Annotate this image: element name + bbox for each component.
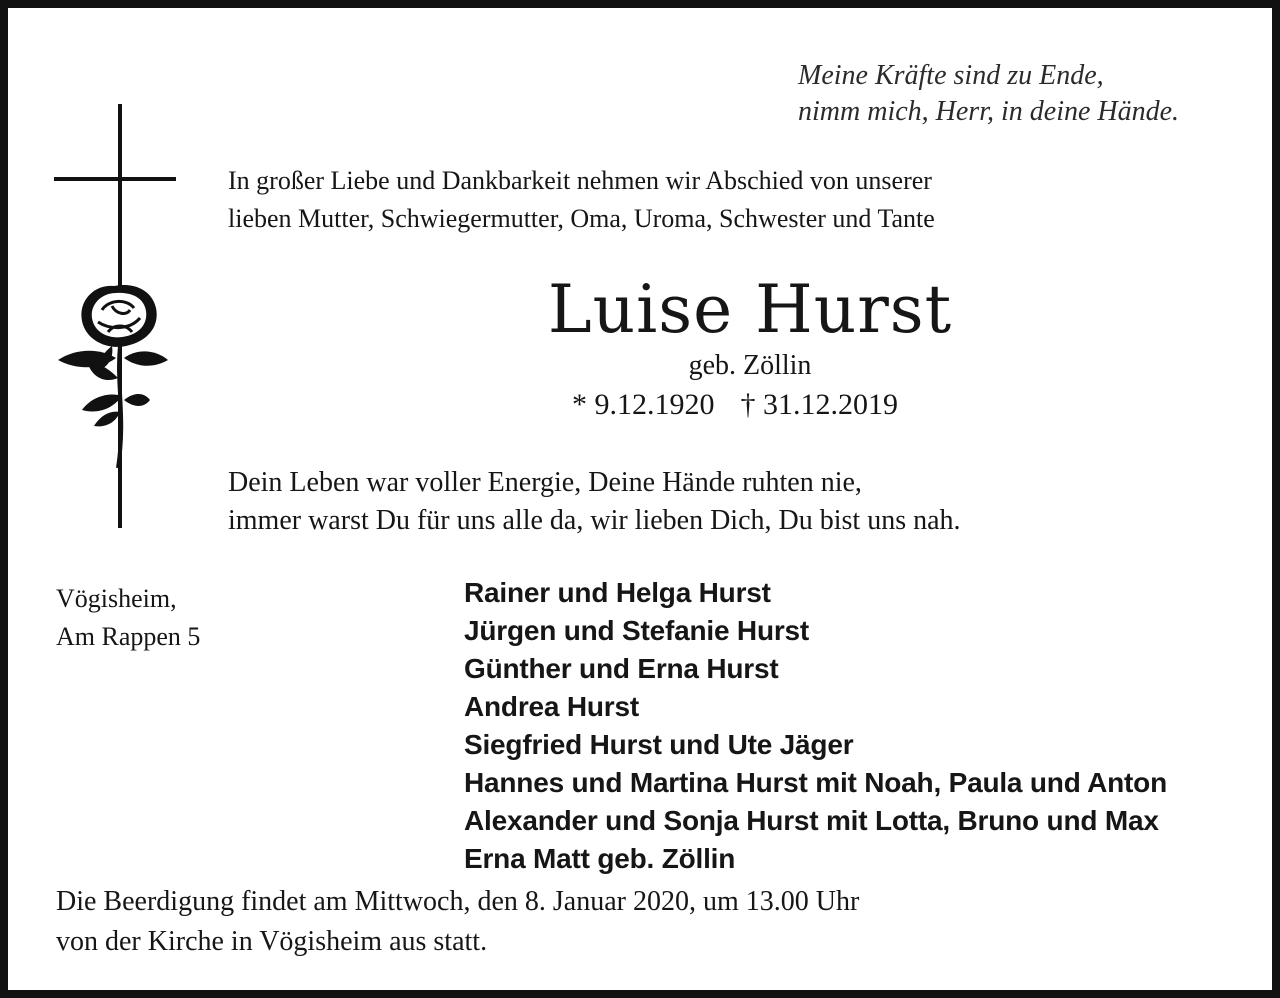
mourner-entry: Hannes und Martina Hurst mit Noah, Paula und Anton [464,767,1167,798]
maiden-name: geb. Zöllin [688,350,812,381]
verse-line-2: immer warst Du für uns alle da, wir lieben Dich, Du bist uns nah. [228,505,961,536]
intro-line-1: In großer Liebe und Dankbarkeit nehmen wir Abschied von unserer [228,166,932,195]
mourner-entry: Rainer und Helga Hurst [464,577,771,608]
family-address [56,580,200,656]
funeral-notice [56,882,859,962]
address-line-1: Vögisheim, [56,584,177,613]
mourner-entry: Alexander und Sonja Hurst mit Lotta, Bruno und Max [464,805,1159,836]
life-dates [8,385,1280,425]
mourner-entry: Siegfried Hurst und Ute Jäger [464,729,854,760]
mourner-entry: Jürgen und Stefanie Hurst [464,615,810,646]
memorial-verse [228,464,961,540]
funeral-line-2: von der Kirche in Vögisheim aus statt. [56,926,488,957]
intro-text [228,162,935,238]
deceased-name: Luise Hurst [547,271,953,348]
funeral-line-1: Die Beerdigung findet am Mittwoch, den 8. Januar 2020, um 13.00 Uhr [56,886,860,917]
motto-line-1: Meine Kräfte sind zu Ende, [798,60,1104,91]
motto-line-2: nimm mich, Herr, in deine Hände. [798,96,1180,127]
verse-line-1: Dein Leben war voller Energie, Deine Hände ruhten nie, [228,467,862,498]
address-line-2: Am Rappen 5 [56,622,201,651]
mourner-entry: Andrea Hurst [464,691,639,722]
mourner-entry: Günther und Erna Hurst [464,653,779,684]
intro-line-2: lieben Mutter, Schwiegermutter, Oma, Uroma, Schwester und Tante [228,204,935,233]
mourners-list [464,574,1167,878]
birth-date: * 9.12.1920 [572,388,715,421]
motto-quote [798,58,1179,130]
death-date: † 31.12.2019 [740,388,898,421]
mourner-entry: Erna Matt geb. Zöllin [464,843,736,874]
